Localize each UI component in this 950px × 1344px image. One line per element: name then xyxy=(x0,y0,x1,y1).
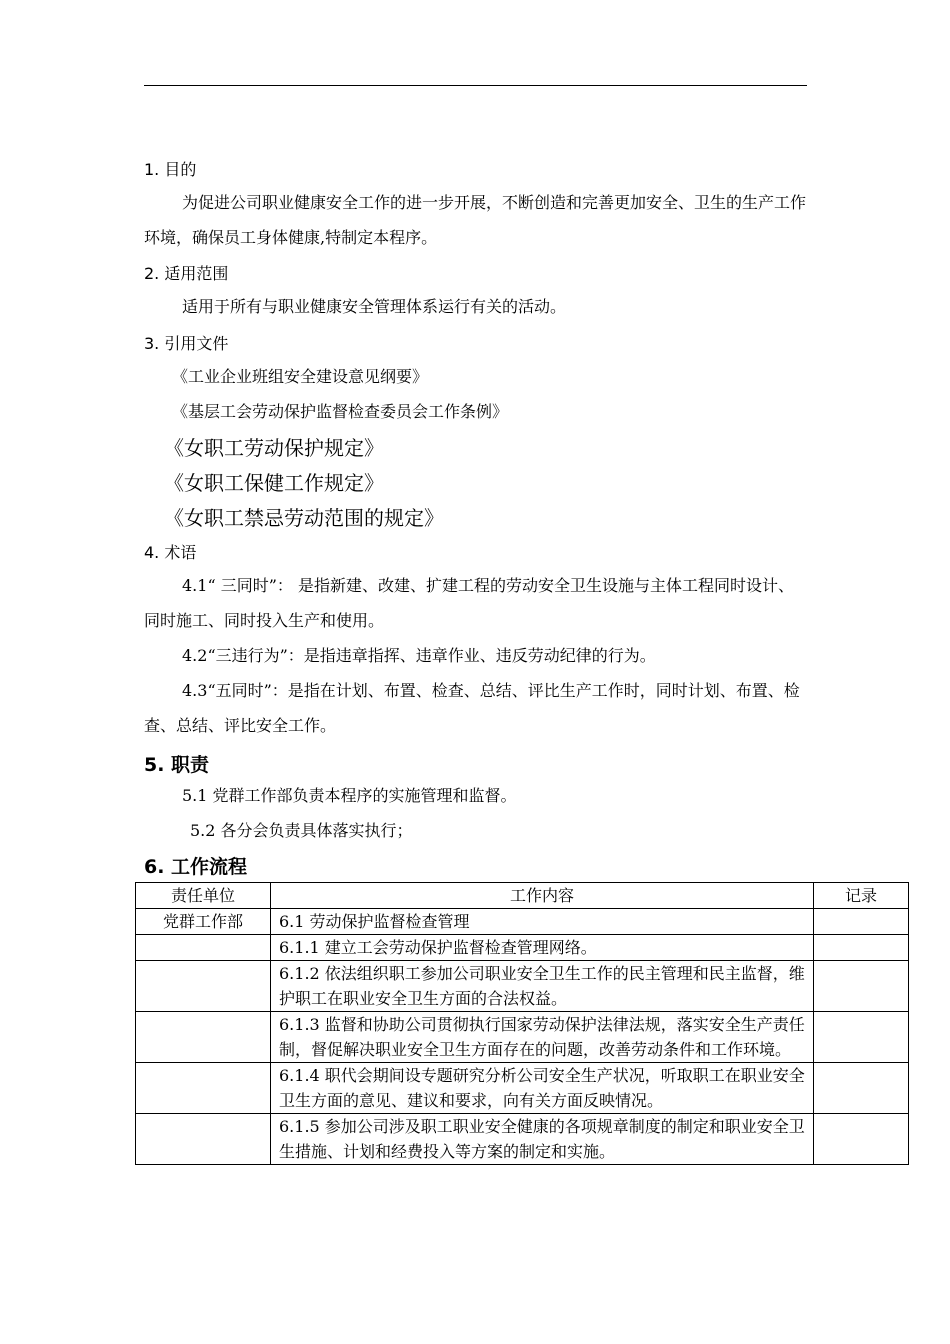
table-header-row xyxy=(136,883,909,909)
term-4-3: 4.3“五同时”：是指在计划、布置、检查、总结、评比生产工作时，同时计划、布置、检查、总结、评比安全工作。 xyxy=(144,681,800,735)
table-row xyxy=(136,961,909,1012)
reference-item: 《女职工保健工作规定》 xyxy=(164,471,384,495)
reference-item: 《女职工劳动保护规定》 xyxy=(164,436,384,460)
table-row xyxy=(136,1114,909,1165)
cell-content: 6.1.5 参加公司涉及职工职业安全健康的各项规章制度的制定和职业安全卫生措施、计划和经费投入等方案的制定和实施。 xyxy=(271,1114,814,1165)
responsibility-5-2: 5.2 各分会负责具体落实执行； xyxy=(190,821,413,840)
responsibility-5-1: 5.1 党群工作部负责本程序的实施管理和监督。 xyxy=(182,786,517,805)
cell-unit xyxy=(136,961,271,1012)
section-5-heading: 5. 职责 xyxy=(144,754,210,776)
cell-record xyxy=(814,909,909,935)
table-row xyxy=(136,1063,909,1114)
cell-record xyxy=(814,1063,909,1114)
section-2-heading: 2. 适用范围 xyxy=(144,264,229,283)
reference-item: 《工业企业班组安全建设意见纲要》 xyxy=(172,367,429,386)
header-unit: 责任单位 xyxy=(136,883,271,909)
cell-record xyxy=(814,1012,909,1063)
cell-record xyxy=(814,1114,909,1165)
cell-unit xyxy=(136,1114,271,1165)
reference-item: 《女职工禁忌劳动范围的规定》 xyxy=(164,506,444,530)
section-1-heading: 1. 目的 xyxy=(144,160,197,179)
section-3-heading: 3. 引用文件 xyxy=(144,334,229,353)
table-row xyxy=(136,935,909,961)
cell-record xyxy=(814,935,909,961)
header-record: 记录 xyxy=(814,883,909,909)
cell-unit: 党群工作部 xyxy=(136,909,271,935)
section-4-heading: 4. 术语 xyxy=(144,543,197,562)
table-row xyxy=(136,909,909,935)
cell-record xyxy=(814,961,909,1012)
section-6-heading: 6. 工作流程 xyxy=(144,856,248,878)
term-4-2: 4.2“三违行为”：是指违章指挥、违章作业、违反劳动纪律的行为。 xyxy=(182,646,656,665)
term-4-1: 4.1“ 三同时”： 是指新建、改建、扩建工程的劳动安全卫生设施与主体工程同时设计、同时施工、同时投入生产和使用。 xyxy=(144,576,794,630)
section-1-body: 为促进公司职业健康安全工作的进一步开展，不断创造和完善更加安全、卫生的生产工作环境，确保员工身体健康,特制定本程序。 xyxy=(144,193,807,247)
cell-content: 6.1.1 建立工会劳动保护监督检查管理网络。 xyxy=(271,935,814,961)
section-2-body: 适用于所有与职业健康安全管理体系运行有关的活动。 xyxy=(182,297,567,316)
cell-content: 6.1 劳动保护监督检查管理 xyxy=(271,909,814,935)
cell-unit xyxy=(136,935,271,961)
reference-item: 《基层工会劳动保护监督检查委员会工作条例》 xyxy=(172,402,509,421)
table-row xyxy=(136,1012,909,1063)
workflow-table xyxy=(135,882,909,1165)
cell-content: 6.1.3 监督和协助公司贯彻执行国家劳动保护法律法规，落实安全生产责任制，督促解决职业安全卫生方面存在的问题，改善劳动条件和工作环境。 xyxy=(271,1012,814,1063)
cell-unit xyxy=(136,1063,271,1114)
cell-content: 6.1.4 职代会期间设专题研究分析公司安全生产状况，听取职工在职业安全卫生方面的意见、建议和要求，向有关方面反映情况。 xyxy=(271,1063,814,1114)
cell-content: 6.1.2 依法组织职工参加公司职业安全卫生工作的民主管理和民主监督，维护职工在职业安全卫生方面的合法权益。 xyxy=(271,961,814,1012)
cell-unit xyxy=(136,1012,271,1063)
header-rule xyxy=(144,85,807,86)
header-content: 工作内容 xyxy=(271,883,814,909)
